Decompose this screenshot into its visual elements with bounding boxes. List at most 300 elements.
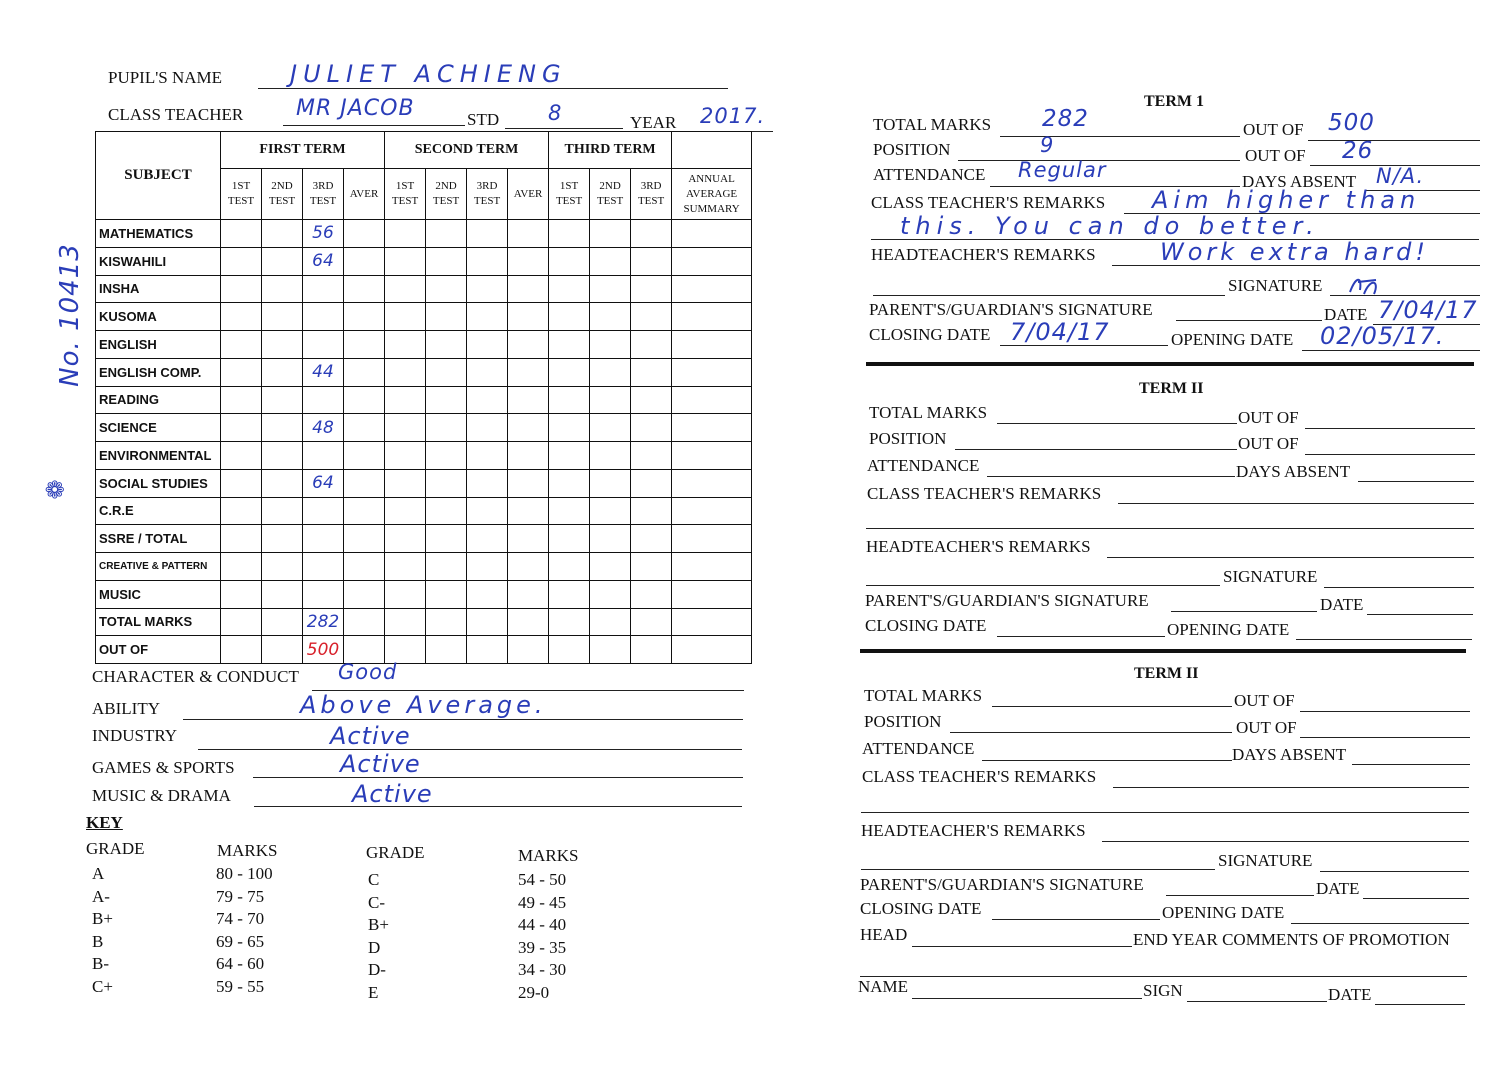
table-row [96, 525, 752, 553]
empty-cell [549, 331, 590, 359]
empty-cell [549, 497, 590, 525]
empty-cell [631, 608, 672, 636]
term2-position-label: POSITION [869, 429, 947, 448]
subject-cell: INSHA [96, 275, 221, 303]
class-teacher-value: MR JACOB [296, 96, 415, 121]
empty-cell [672, 247, 752, 275]
subject-cell: TOTAL MARKS [96, 608, 221, 636]
term3-attendance-label: ATTENDANCE [862, 739, 975, 758]
key-grade: A- [92, 886, 110, 906]
term3-class-teacher-remarks-label: CLASS TEACHER'S REMARKS [862, 767, 1097, 786]
term3-date2-line [1375, 1004, 1465, 1005]
term3-signature-line-pre [861, 869, 1215, 870]
empty-cell [262, 442, 303, 470]
term2-closing-date-label: CLOSING DATE [865, 616, 987, 635]
term1-opening-date-value: 02/05/17. [1320, 322, 1445, 350]
term1-attendance-label: ATTENDANCE [873, 165, 986, 184]
key-grade-header-left: GRADE [86, 839, 145, 858]
class-teacher-line [283, 125, 465, 126]
term1-signature-line-pre [873, 295, 1225, 296]
empty-cell [549, 442, 590, 470]
key-grade: B+ [92, 909, 113, 929]
key-marks: 44 - 40 [518, 915, 567, 935]
term1-divider [866, 362, 1474, 366]
mark-cell [303, 442, 344, 470]
term1-position-out-of-value: 26 [1342, 138, 1374, 164]
empty-cell [467, 220, 508, 248]
mark-cell [303, 497, 344, 525]
empty-cell [262, 220, 303, 248]
empty-cell [508, 525, 549, 553]
term3-name-line [912, 998, 1142, 999]
empty-cell [508, 331, 549, 359]
empty-cell [508, 636, 549, 664]
empty-cell [344, 303, 385, 331]
empty-cell [262, 553, 303, 581]
key-grade: A [92, 864, 105, 883]
empty-cell [426, 636, 467, 664]
empty-cell [426, 220, 467, 248]
empty-cell [631, 358, 672, 386]
music-label: MUSIC & DRAMA [92, 786, 231, 805]
term2-date-label: DATE [1320, 595, 1364, 614]
empty-cell [262, 331, 303, 359]
empty-cell [672, 608, 752, 636]
empty-cell [221, 331, 262, 359]
term3-position-label: POSITION [864, 712, 942, 731]
table-row [96, 553, 752, 581]
term3-attendance-line [982, 760, 1232, 761]
term3-position-out-of-line [1300, 737, 1470, 738]
empty-cell [672, 553, 752, 581]
empty-cell [590, 553, 631, 581]
test-header: 1ST TEST [549, 169, 590, 220]
empty-cell [385, 525, 426, 553]
term2-opening-date-line [1296, 639, 1472, 640]
empty-cell [590, 525, 631, 553]
test-header: 3RD TEST [303, 169, 344, 220]
mark-cell [303, 553, 344, 581]
term2-attendance-line [987, 476, 1235, 477]
term3-date2-label: DATE [1328, 985, 1372, 1004]
term3-name-label: NAME [858, 977, 909, 996]
key-marks: 39 - 35 [518, 937, 567, 957]
empty-cell [590, 275, 631, 303]
empty-cell [344, 331, 385, 359]
empty-cell [631, 303, 672, 331]
term3-head-line [912, 946, 1132, 947]
key-grade: D [368, 937, 381, 957]
empty-cell [221, 414, 262, 442]
empty-cell [385, 580, 426, 608]
ability-line [183, 719, 743, 720]
term1-position-value: 9 [1040, 133, 1055, 157]
table-row [96, 331, 752, 359]
mark-cell [303, 386, 344, 414]
empty-cell [221, 220, 262, 248]
term3-closing-date-line [992, 919, 1160, 920]
side-note: No. 10413 [55, 243, 85, 387]
key-marks-header-left: MARKS [217, 841, 278, 860]
table-row [96, 636, 752, 664]
empty-cell [344, 386, 385, 414]
marks-table [95, 131, 752, 664]
empty-cell [590, 303, 631, 331]
empty-cell [221, 580, 262, 608]
term2-signature-label: SIGNATURE [1223, 567, 1318, 586]
table-row [96, 220, 752, 248]
empty-cell [344, 414, 385, 442]
term2-class-teacher-remarks-line [1118, 503, 1474, 504]
empty-cell [590, 608, 631, 636]
games-label: GAMES & SPORTS [92, 758, 235, 777]
empty-cell [385, 247, 426, 275]
empty-cell [221, 469, 262, 497]
empty-cell [467, 580, 508, 608]
empty-cell [221, 442, 262, 470]
empty-cell [221, 497, 262, 525]
empty-cell [344, 497, 385, 525]
test-header: AVER [508, 169, 549, 220]
empty-cell [426, 303, 467, 331]
empty-cell [590, 220, 631, 248]
key-grade: B [92, 931, 104, 951]
mark-cell [303, 303, 344, 331]
empty-cell [262, 525, 303, 553]
std-label: STD [467, 110, 500, 129]
empty-cell [672, 220, 752, 248]
empty-cell [549, 247, 590, 275]
term1-date-label: DATE [1324, 305, 1368, 324]
empty-cell [385, 442, 426, 470]
empty-cell [590, 469, 631, 497]
term1-date-value: 7/04/17 [1378, 296, 1478, 324]
mark-cell: 500 [303, 636, 344, 664]
empty-cell [590, 442, 631, 470]
key-grade: C+ [92, 977, 113, 996]
empty-cell [385, 497, 426, 525]
term2-closing-date-line [997, 636, 1165, 637]
term3-head-label: HEAD [860, 925, 908, 944]
term2-date-line [1367, 614, 1473, 615]
empty-cell [508, 608, 549, 636]
empty-cell [467, 442, 508, 470]
empty-cell [262, 275, 303, 303]
empty-cell [344, 220, 385, 248]
term2-class-teacher-remarks-label: CLASS TEACHER'S REMARKS [867, 484, 1102, 503]
empty-cell [672, 525, 752, 553]
empty-cell [344, 469, 385, 497]
empty-cell [385, 358, 426, 386]
term3-class-teacher-remarks-line [1113, 787, 1469, 788]
empty-cell [549, 275, 590, 303]
empty-cell [344, 275, 385, 303]
test-header: 3RD TEST [467, 169, 508, 220]
empty-cell [508, 275, 549, 303]
term3-end-year-line [860, 976, 1467, 977]
empty-cell [221, 608, 262, 636]
empty-cell [631, 414, 672, 442]
empty-cell [221, 303, 262, 331]
subject-cell: CREATIVE & PATTERN [96, 553, 221, 581]
table-row [96, 497, 752, 525]
term3-opening-date-label: OPENING DATE [1162, 903, 1285, 922]
term1-out-of-value: 500 [1328, 110, 1375, 136]
year-label: YEAR [630, 113, 677, 132]
term2-attendance-label: ATTENDANCE [867, 456, 980, 475]
key-grade: C [368, 870, 380, 889]
empty-cell [221, 525, 262, 553]
empty-cell [590, 247, 631, 275]
empty-cell [426, 331, 467, 359]
term3-headteacher-remarks-label: HEADTEACHER'S REMARKS [861, 821, 1086, 840]
empty-cell [385, 469, 426, 497]
empty-cell [549, 636, 590, 664]
pupil-name-line [258, 88, 728, 89]
empty-cell [631, 553, 672, 581]
term3-title: TERM II [1134, 665, 1199, 682]
empty-cell [672, 497, 752, 525]
subject-cell: SCIENCE [96, 414, 221, 442]
term1-out-of-label: OUT OF [1243, 120, 1304, 139]
empty-cell [508, 303, 549, 331]
subject-cell: MUSIC [96, 580, 221, 608]
empty-cell [221, 247, 262, 275]
term1-attendance-value: Regular [1018, 158, 1107, 182]
music-line [254, 806, 742, 807]
empty-cell [549, 303, 590, 331]
term3-date-line [1363, 898, 1469, 899]
empty-cell [344, 525, 385, 553]
empty-cell [672, 386, 752, 414]
mark-cell [303, 275, 344, 303]
empty-cell [221, 386, 262, 414]
table-row [96, 414, 752, 442]
subject-cell: ENGLISH [96, 331, 221, 359]
term3-total-marks-line [992, 706, 1232, 707]
term2-total-marks-label: TOTAL MARKS [869, 403, 988, 422]
term2-divider [860, 649, 1466, 653]
key-marks: 74 - 70 [216, 909, 265, 929]
empty-cell [467, 386, 508, 414]
term3-date-label: DATE [1316, 879, 1360, 898]
term3-headteacher-remarks-line [1102, 841, 1469, 842]
empty-cell [344, 608, 385, 636]
empty-cell [672, 331, 752, 359]
mark-cell [303, 580, 344, 608]
mark-cell: 282 [303, 608, 344, 636]
empty-cell [344, 247, 385, 275]
empty-cell [508, 386, 549, 414]
term1-class-teacher-remarks-2: this. You can do better. [900, 212, 1320, 240]
mark-cell: 64 [303, 469, 344, 497]
term2-position-line [955, 449, 1237, 450]
class-teacher-label: CLASS TEACHER [108, 105, 244, 124]
empty-cell [631, 331, 672, 359]
term2-headteacher-remarks-line [1107, 557, 1474, 558]
empty-cell [426, 497, 467, 525]
term3-sign-label: SIGN [1143, 981, 1183, 1000]
empty-cell [426, 414, 467, 442]
empty-cell [385, 303, 426, 331]
empty-cell [631, 636, 672, 664]
term2-parent-signature-label: PARENT'S/GUARDIAN'S SIGNATURE [865, 591, 1149, 610]
term3-signature-label: SIGNATURE [1218, 851, 1313, 870]
empty-cell [467, 303, 508, 331]
empty-cell [385, 275, 426, 303]
empty-cell [221, 275, 262, 303]
empty-cell [672, 275, 752, 303]
term3-out-of-label: OUT OF [1234, 691, 1295, 710]
subject-cell: SOCIAL STUDIES [96, 469, 221, 497]
term3-out-of-line [1300, 711, 1470, 712]
empty-cell [631, 442, 672, 470]
empty-cell [631, 275, 672, 303]
test-header: 1ST TEST [385, 169, 426, 220]
games-value: Active [340, 750, 421, 778]
term2-days-absent-line [1358, 481, 1474, 482]
subject-cell: KUSOMA [96, 303, 221, 331]
table-row [96, 442, 752, 470]
empty-cell [467, 608, 508, 636]
subject-cell: MATHEMATICS [96, 220, 221, 248]
std-line [505, 128, 623, 129]
key-marks: 54 - 50 [518, 870, 567, 889]
empty-cell [672, 358, 752, 386]
ability-label: ABILITY [92, 699, 160, 718]
mark-cell [303, 525, 344, 553]
empty-cell [426, 358, 467, 386]
empty-cell [590, 386, 631, 414]
table-row [96, 358, 752, 386]
table-row [96, 469, 752, 497]
term1-class-teacher-remarks-label: CLASS TEACHER'S REMARKS [871, 193, 1106, 212]
term1-total-marks-value: 282 [1042, 106, 1089, 132]
term1-class-teacher-remarks-1: Aim higher than [1152, 186, 1421, 214]
term1-opening-date-label: OPENING DATE [1171, 330, 1294, 349]
term1-total-marks-label: TOTAL MARKS [873, 115, 992, 134]
term3-end-year-label: END YEAR COMMENTS OF PROMOTION [1133, 930, 1450, 949]
empty-cell [672, 414, 752, 442]
term1-headteacher-remarks-value: Work extra hard! [1160, 238, 1430, 266]
key-title: KEY [86, 813, 123, 832]
key-grade: B+ [368, 915, 389, 935]
key-marks: 64 - 60 [216, 954, 265, 974]
test-header: 3RD TEST [631, 169, 672, 220]
empty-cell [508, 247, 549, 275]
term2-headteacher-remarks-label: HEADTEACHER'S REMARKS [866, 537, 1091, 556]
empty-cell [590, 580, 631, 608]
empty-cell [344, 580, 385, 608]
third-term-header: THIRD TERM [549, 132, 672, 169]
empty-cell [426, 442, 467, 470]
test-header: AVER [344, 169, 385, 220]
table-row [96, 275, 752, 303]
empty-cell [262, 414, 303, 442]
term3-signature-line [1320, 871, 1469, 872]
industry-label: INDUSTRY [92, 726, 178, 745]
term2-signature-line [1324, 587, 1474, 588]
term1-days-absent-label: DAYS ABSENT [1242, 172, 1357, 191]
empty-cell [549, 469, 590, 497]
pupil-name-value: JULIET ACHIENG [290, 60, 567, 88]
empty-cell [631, 386, 672, 414]
empty-cell [385, 331, 426, 359]
ability-value: Above Average. [300, 691, 547, 719]
term1-closing-date-label: CLOSING DATE [869, 325, 991, 344]
empty-cell [631, 580, 672, 608]
empty-cell [549, 386, 590, 414]
empty-cell [631, 220, 672, 248]
empty-cell [467, 275, 508, 303]
table-row [96, 386, 752, 414]
empty-cell [590, 497, 631, 525]
empty-cell [426, 275, 467, 303]
key-marks: 80 - 100 [216, 864, 273, 883]
empty-cell [590, 331, 631, 359]
subject-cell: KISWAHILI [96, 247, 221, 275]
term1-parent-signature-line [1176, 320, 1322, 321]
term2-parent-signature-line [1171, 611, 1317, 612]
subject-cell: ENGLISH COMP. [96, 358, 221, 386]
term1-parent-signature-label: PARENT'S/GUARDIAN'S SIGNATURE [869, 300, 1153, 319]
empty-cell [221, 358, 262, 386]
empty-cell [590, 414, 631, 442]
games-line [253, 777, 743, 778]
empty-cell [508, 469, 549, 497]
empty-cell [344, 442, 385, 470]
empty-cell [631, 497, 672, 525]
term3-total-marks-label: TOTAL MARKS [864, 686, 983, 705]
empty-cell [221, 636, 262, 664]
empty-cell [467, 331, 508, 359]
first-term-header: FIRST TERM [221, 132, 385, 169]
term3-class-teacher-remarks-line-2 [861, 812, 1469, 813]
table-row [96, 580, 752, 608]
term3-parent-signature-label: PARENT'S/GUARDIAN'S SIGNATURE [860, 875, 1144, 894]
subject-cell: READING [96, 386, 221, 414]
empty-cell [590, 636, 631, 664]
industry-line [198, 749, 742, 750]
empty-cell [508, 553, 549, 581]
key-marks: 34 - 30 [518, 960, 567, 980]
empty-cell [508, 358, 549, 386]
subject-cell: ENVIRONMENTAL [96, 442, 221, 470]
key-grade: E [368, 983, 379, 1002]
term1-title: TERM 1 [1144, 93, 1204, 110]
empty-cell [221, 553, 262, 581]
empty-cell [262, 497, 303, 525]
empty-cell [508, 442, 549, 470]
term3-days-absent-line [1352, 764, 1470, 765]
empty-cell [508, 580, 549, 608]
std-value: 8 [548, 101, 563, 125]
character-label: CHARACTER & CONDUCT [92, 667, 299, 686]
empty-cell [467, 525, 508, 553]
empty-cell [426, 608, 467, 636]
empty-cell [426, 247, 467, 275]
term2-position-out-of-label: OUT OF [1238, 434, 1299, 453]
term1-total-marks-line [1000, 136, 1240, 137]
mark-cell: 64 [303, 247, 344, 275]
empty-cell [631, 469, 672, 497]
empty-cell [672, 469, 752, 497]
term3-opening-date-line [1291, 923, 1469, 924]
term1-position-out-of-label: OUT OF [1245, 146, 1306, 165]
empty-cell [467, 553, 508, 581]
term1-days-absent-value: N/A. [1376, 164, 1425, 188]
term2-signature-line-pre [866, 585, 1220, 586]
